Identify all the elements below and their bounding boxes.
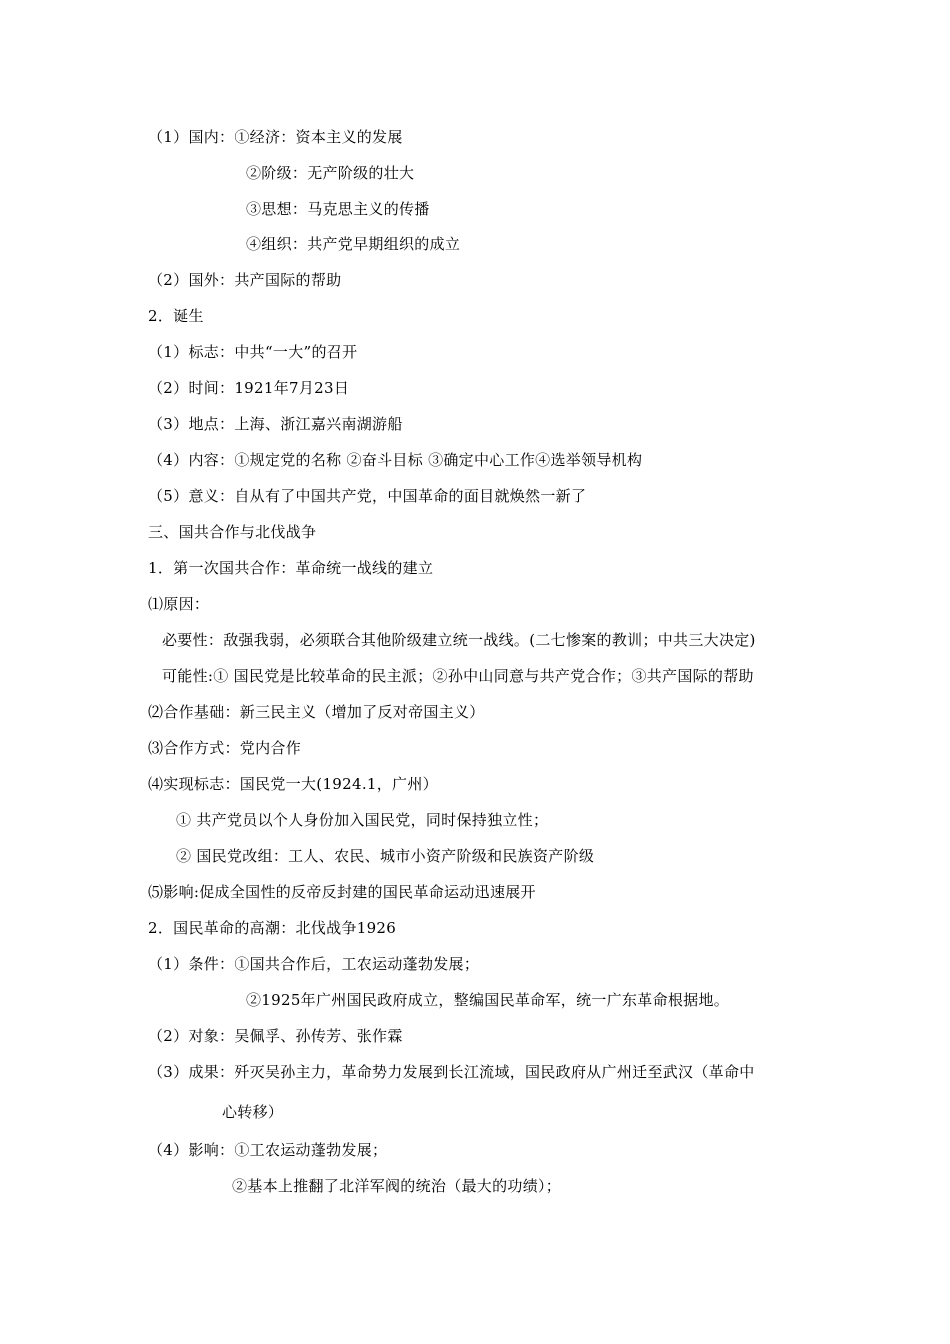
text-line: ⑴原因： [148, 595, 210, 613]
text-line: ②阶级：无产阶级的壮大 [246, 164, 415, 182]
text-line: ③思想：马克思主义的传播 [246, 200, 430, 218]
text-line: ① 共产党员以个人身份加入国民党，同时保持独立性； [176, 811, 549, 829]
section-heading: 2．诞生 [148, 307, 204, 325]
text-line: ②基本上推翻了北洋军阀的统治（最大的功绩）； [232, 1177, 562, 1195]
text-line: ⑵合作基础：新三民主义（增加了反对帝国主义） [148, 703, 485, 721]
section-heading: 三、国共合作与北伐战争 [148, 523, 317, 541]
text-line: ④组织：共产党早期组织的成立 [246, 235, 461, 253]
text-line: 必要性：敌强我弱，必须联合其他阶级建立统一战线。(二七惨案的教训；中共三大决定) [162, 631, 756, 649]
text-line: ⑶合作方式：党内合作 [148, 739, 302, 757]
text-line: （2）对象：吴佩孚、孙传芳、张作霖 [148, 1027, 403, 1045]
text-line: （3）成果：歼灭吴孙主力，革命势力发展到长江流域，国民政府从广州迁至武汉（革命中 [148, 1063, 755, 1081]
text-line: （1）条件：①国共合作后，工农运动蓬勃发展； [148, 955, 480, 973]
text-line: ⑸影响:促成全国性的反帝反封建的国民革命运动迅速展开 [148, 883, 536, 901]
section-heading: 2．国民革命的高潮：北伐战争1926 [148, 919, 397, 937]
text-line: （4）影响：①工农运动蓬勃发展； [148, 1141, 388, 1159]
text-line: 可能性:① 国民党是比较革命的民主派；②孙中山同意与共产党合作；③共产国际的帮助 [162, 667, 754, 685]
text-line: （1）标志：中共“一大”的召开 [148, 343, 358, 361]
text-line: ⑷实现标志：国民党一大(1924.1，广州） [148, 775, 438, 793]
text-line: （5）意义：自从有了中国共产党，中国革命的面目就焕然一新了 [148, 487, 587, 505]
text-line: （2）国外：共产国际的帮助 [148, 271, 342, 289]
text-line: 心转移） [222, 1103, 284, 1121]
text-line: ② 国民党改组：工人、农民、城市小资产阶级和民族资产阶级 [176, 847, 595, 865]
text-line: （1）国内：①经济：资本主义的发展 [148, 128, 403, 146]
text-line: （3）地点：上海、浙江嘉兴南湖游船 [148, 415, 403, 433]
text-line: （2）时间：1921年7月23日 [148, 379, 350, 397]
text-line: ②1925年广州国民政府成立，整编国民革命军，统一广东革命根据地。 [246, 991, 730, 1009]
section-heading: 1．第一次国共合作：革命统一战线的建立 [148, 559, 434, 577]
text-line: （4）内容：①规定党的名称 ②奋斗目标 ③确定中心工作④选举领导机构 [148, 451, 643, 469]
